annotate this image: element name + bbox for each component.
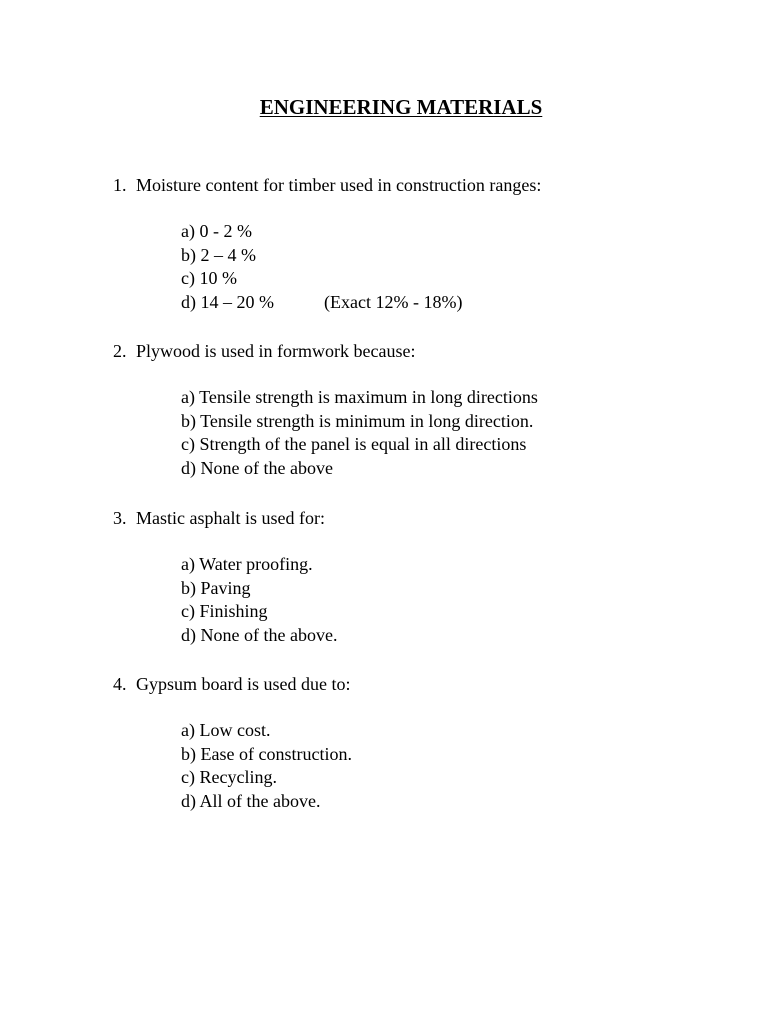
option-3a: a) Water proofing. (181, 554, 313, 574)
option-2d: d) None of the above (181, 458, 333, 479)
question-3-stem (113, 506, 733, 530)
option-2c: c) Strength of the panel is equal in all directions (181, 434, 527, 455)
question-2-stem (113, 339, 733, 363)
option-1d: d) 14 – 20 % (181, 292, 274, 313)
option-4c: c) Recycling. (181, 767, 277, 788)
question-2-text: Plywood is used in formwork because: (136, 341, 416, 361)
question-1 (113, 173, 733, 315)
option-3c: c) Finishing (181, 601, 268, 622)
question-4-text: Gypsum board is used due to: (136, 674, 351, 694)
question-1-number: 1. (113, 175, 127, 195)
option-3b: b) Paving (181, 577, 251, 598)
question-1-text: Moisture content for timber used in construction ranges: (136, 175, 542, 195)
question-2-options (181, 386, 768, 481)
option-1b: b) 2 – 4 % (181, 244, 256, 265)
question-4-number: 4. (113, 674, 127, 694)
question-4 (113, 672, 733, 814)
option-4b: b) Ease of construction. (181, 743, 352, 764)
option-4a: a) Low cost. (181, 720, 271, 740)
option-1c: c) 10 % (181, 268, 237, 289)
option-4d: d) All of the above. (181, 791, 321, 812)
question-3-number: 3. (113, 508, 127, 528)
answer-note: (Exact 12% - 18%) (324, 292, 463, 313)
question-4-options (181, 719, 768, 814)
option-2b: b) Tensile strength is minimum in long direction. (181, 410, 534, 431)
option-1d-row (181, 291, 768, 315)
option-2a: a) Tensile strength is maximum in long directions (181, 387, 538, 407)
question-1-options (181, 220, 768, 315)
page-title: ENGINEERING MATERIALS (259, 95, 543, 119)
option-1a: a) 0 - 2 % (181, 221, 252, 241)
question-2-number: 2. (113, 341, 127, 361)
question-4-stem (113, 672, 733, 696)
question-3 (113, 506, 733, 648)
question-1-stem (113, 173, 733, 197)
question-3-text: Mastic asphalt is used for: (136, 508, 325, 528)
question-2 (113, 339, 733, 481)
option-3d: d) None of the above. (181, 625, 338, 646)
question-3-options (181, 553, 768, 648)
